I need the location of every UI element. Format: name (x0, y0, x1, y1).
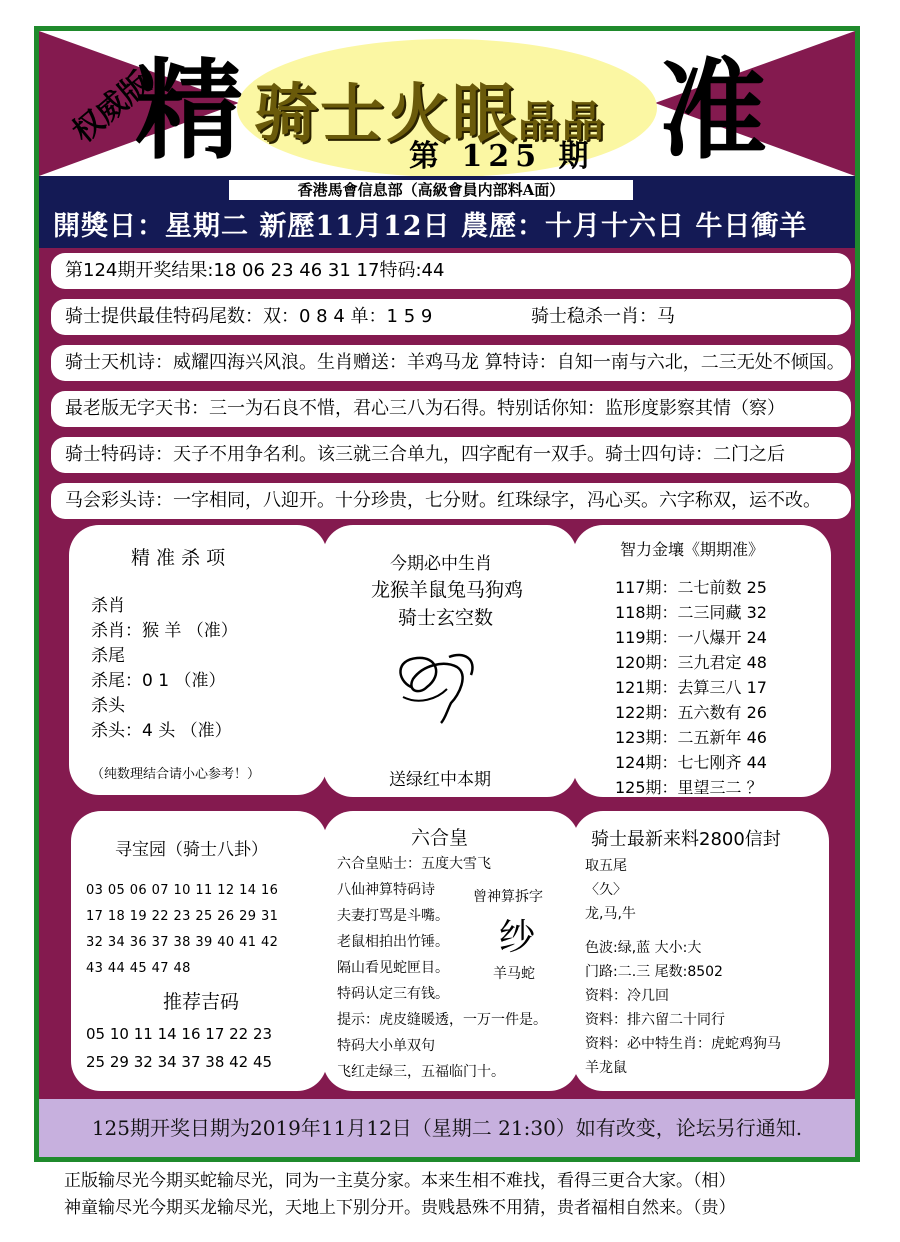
draw-date: 開獎日：星期二 新歷11月12日 農歷：十月十六日 牛日衝羊 (53, 211, 808, 242)
lottery-poem-text: 马会彩头诗：一字相同，八迎开。十分珍贵，七分财。红珠绿字，冯心买。六字称双，运不改。 (65, 490, 821, 511)
treasure-card (71, 811, 327, 1091)
title-main: 骑士火眼 (254, 77, 518, 152)
latest-row: 资料：排六留二十同行 (585, 1012, 725, 1028)
lottery-poem-line (51, 483, 851, 519)
book-text: 最老版无字天书：三一为石良不惜，君心三八为石得。特别话你知：监形度影察其情（察） (65, 398, 785, 419)
latest-row: 色波:绿,蓝 大小:大 (585, 940, 702, 956)
treasure-row: 03 05 06 07 10 11 12 14 16 (86, 883, 279, 898)
left-big-char: 精 (135, 48, 244, 174)
issue-number: 第 125 期 (409, 139, 595, 174)
kill-row: 杀头 (91, 696, 125, 716)
code-poem-line (51, 437, 851, 473)
latest-row: 取五尾 (585, 858, 627, 874)
page-frame (34, 26, 860, 1162)
god-char: 纱 (499, 917, 536, 958)
wisdom-row: 121期：去算三八 17 (615, 678, 767, 697)
latest-card (573, 811, 829, 1091)
edition-ribbon: 权威版 (66, 65, 158, 150)
wisdom-row: 123期：二五新年 46 (615, 728, 767, 747)
right-big-char: 准 (659, 48, 768, 174)
tail-text: 骑士提供最佳特码尾数：双：0 8 4 单：1 5 9 (65, 306, 433, 327)
lucky-row: 25 29 32 34 37 38 42 45 (86, 1053, 273, 1071)
lucky-title: 推荐吉码 (163, 991, 240, 1013)
liuhe-line: 老鼠相拍出竹锤。 (337, 934, 449, 950)
liuhe-line: 飞红走绿三，五福临门十。 (337, 1064, 505, 1080)
result-line (51, 253, 851, 289)
book-line (51, 391, 851, 427)
god-title: 曾神算拆字 (473, 889, 543, 905)
latest-row: 羊龙鼠 (585, 1060, 627, 1076)
wisdom-row: 120期：三九君定 48 (615, 653, 767, 672)
wisdom-row: 122期：五六数有 26 (615, 703, 767, 722)
must-footer: 送绿红中本期 (389, 770, 491, 790)
liuhe-line: 八仙神算特码诗 (337, 882, 435, 898)
treasure-row: 32 34 36 37 38 39 40 41 42 (86, 935, 279, 950)
liuhe-line: 提示：虎皮缝暖透，一万一件是。 (337, 1012, 547, 1028)
poem-line (51, 345, 851, 381)
must-card (323, 525, 577, 797)
liuhe-line: 特码认定三有钱。 (337, 986, 449, 1002)
treasure-title: 寻宝园（骑士八卦） (115, 840, 268, 860)
wisdom-row: 117期：二七前数 25 (615, 578, 767, 597)
title-small: 晶晶 (518, 97, 607, 146)
wisdom-row: 124期：七七刚齐 44 (615, 753, 767, 772)
must-zodiac: 龙猴羊鼠兔马狗鸡 (371, 579, 524, 601)
kill-row: 杀肖：猴 羊 （准） (91, 621, 238, 641)
latest-row: 资料：冷几回 (585, 988, 669, 1004)
liuhe-line: 六合皇贴士：五度大雪飞 (337, 856, 491, 872)
latest-row: 龙,马,牛 (585, 906, 636, 922)
draw-info-bar (39, 176, 855, 248)
kill-card (69, 525, 327, 795)
wisdom-title: 智力金壤《期期准》 (620, 540, 765, 559)
latest-title: 骑士最新来料2800信封 (591, 829, 781, 850)
poem-text: 骑士天机诗：威耀四海兴风浪。生肖赠送：羊鸡马龙 算特诗：自知一南与六北，二三无处不倾国。 (65, 352, 845, 373)
kill-row: 杀尾 (91, 646, 125, 666)
kill-row: 杀头：4 头 （准） (91, 721, 232, 741)
treasure-row: 43 44 45 47 48 (86, 961, 191, 976)
header (39, 31, 855, 176)
wisdom-card (573, 525, 831, 797)
tail-line (51, 299, 851, 335)
treasure-row: 17 18 19 22 23 25 26 29 31 (86, 909, 279, 924)
handwritten-number-icon (389, 645, 489, 725)
kill-note: （纯数理结合请小心参考！） (91, 767, 261, 782)
footer-line: 正版输尽光今期买蛇输尽光，同为一主莫分家。本来生相不难找，看得三更合大家。（相） (64, 1171, 736, 1191)
footer-line: 神童输尽光今期买龙输尽光，天地上下别分开。贵贱悬殊不用猜，贵者福相自然来。（贵） (64, 1198, 736, 1218)
liuhe-card (323, 811, 579, 1091)
liuhe-line: 夫妻打骂是斗嘴。 (337, 908, 449, 924)
result-text: 第124期开奖结果:18 06 23 46 31 17特码:44 (65, 260, 445, 281)
must-title: 今期必中生肖 (390, 554, 492, 574)
latest-row: 资料：必中特生肖：虎蛇鸡狗马 (585, 1036, 781, 1052)
void-number-label: 骑士玄空数 (398, 607, 494, 629)
wisdom-row: 125期：里望三二 ？ (615, 778, 763, 797)
god-answer: 羊马蛇 (493, 966, 535, 982)
lucky-row: 05 10 11 14 16 17 22 23 (86, 1025, 273, 1043)
liuhe-line: 隔山看见蛇匣目。 (337, 960, 449, 976)
draw-notice: 125期开奖日期为2019年11月12日（星期二 21:30）如有改变，论坛另行通知. (39, 1099, 855, 1157)
wisdom-row: 119期：一八爆开 24 (615, 628, 767, 647)
liuhe-line: 特码大小单双句 (337, 1038, 435, 1054)
latest-row: 〈久〉 (585, 882, 627, 898)
kill-title: 精 准 杀 项 (131, 547, 226, 569)
kill-row: 杀肖 (91, 596, 125, 616)
subheading: 香港馬會信息部（高級會員内部料A面） (229, 180, 633, 200)
latest-row: 门路:二.三 尾数:8502 (585, 964, 723, 980)
kill-row: 杀尾：0 1 （准） (91, 671, 226, 691)
code-poem-text: 骑士特码诗：天子不用争名利。该三就三合单九，四字配有一双手。骑士四句诗：二门之后 (65, 444, 785, 465)
liuhe-title: 六合皇 (411, 827, 469, 849)
wisdom-row: 118期：二三同藏 32 (615, 603, 767, 622)
kill-zodiac-text: 骑士稳杀一肖：马 (531, 306, 675, 327)
